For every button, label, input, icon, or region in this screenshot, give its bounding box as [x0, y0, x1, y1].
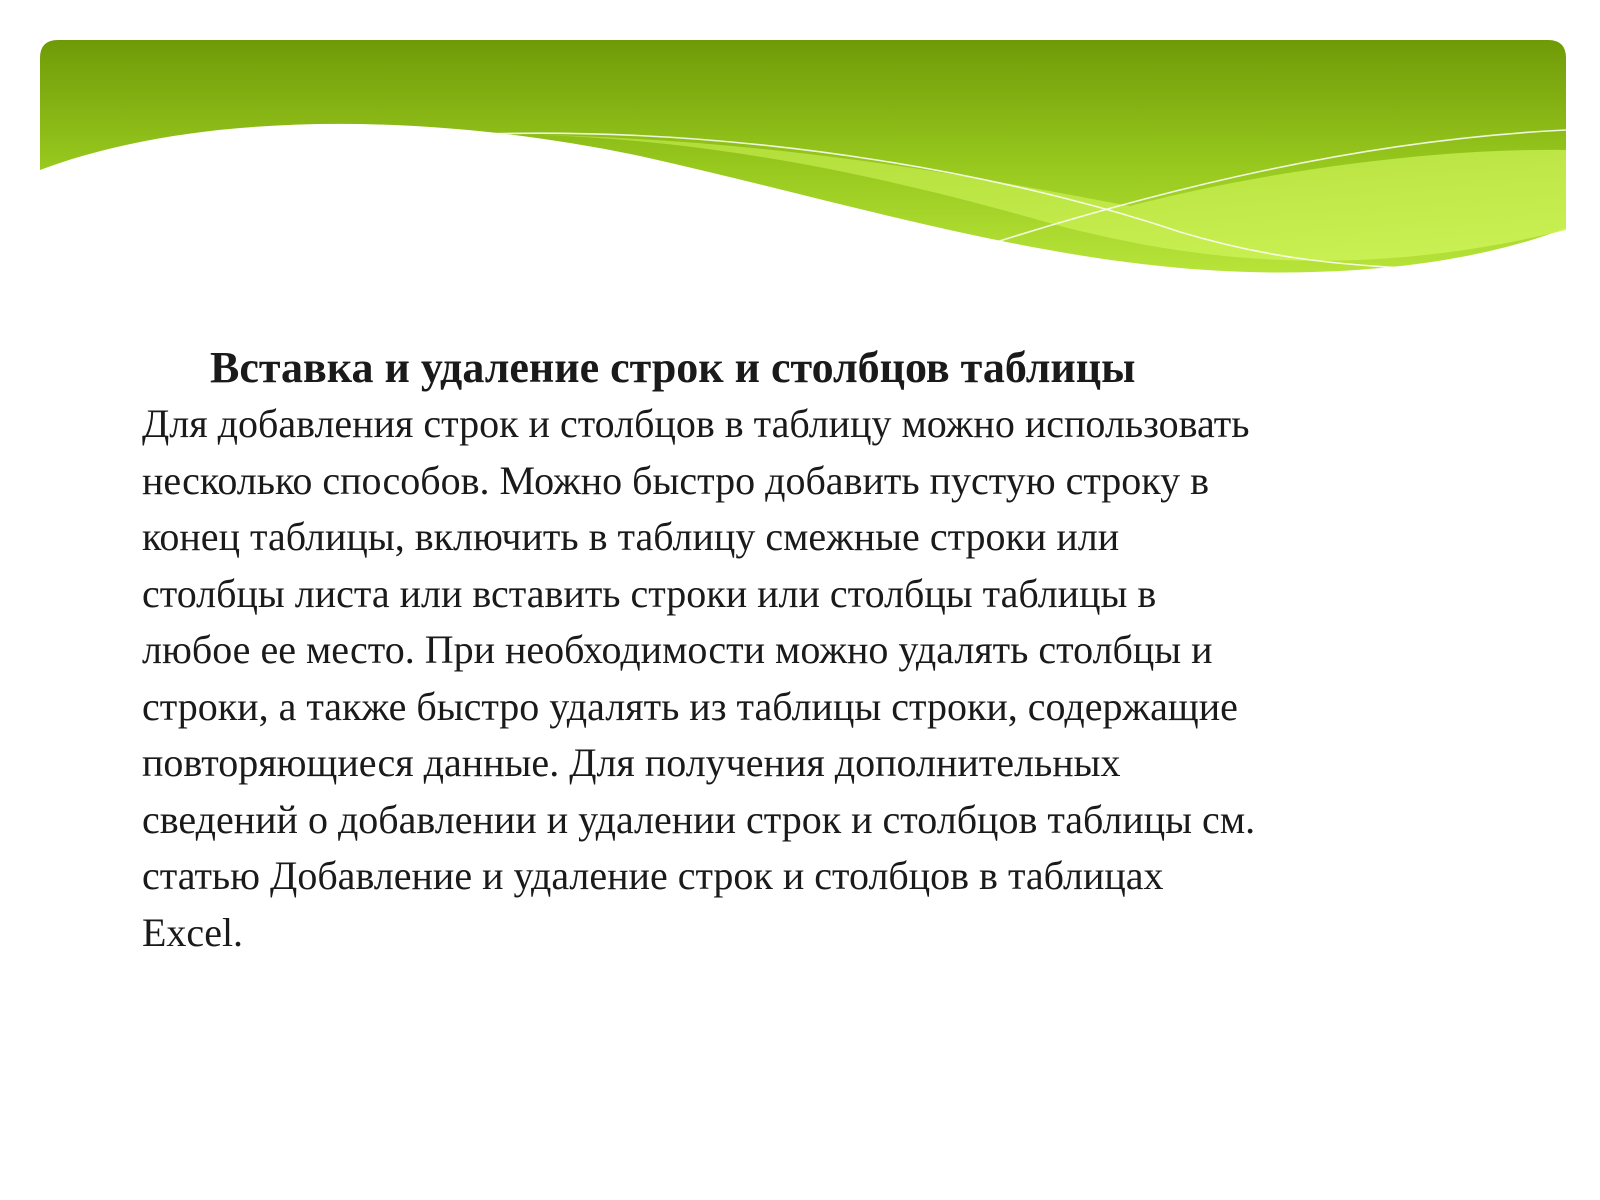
slide-content: [142, 340, 1482, 961]
green-wave-banner: [0, 0, 1600, 300]
slide-body-text: Для добавления строк и столбцов в таблицу можно использовать несколько способов. Можно быстро добавить пустую строку в конец таблицы, включить в таблицу смежные строки или столбцы листа или вставить строки или столбцы таблицы в любое ее место. При необходимости можно удалять столбцы и строки, а также быстро удалять из таблицы строки, содержащие повторяющиеся данные. Для получения дополнительных сведений о добавлении и удалении строк и столбцов таблицы см. статью Добавление и удаление строк и столбцов в таблицах Excel.: [142, 401, 1256, 955]
slide-title: Вставка и удаление строк и столбцов таблицы: [210, 343, 1136, 392]
